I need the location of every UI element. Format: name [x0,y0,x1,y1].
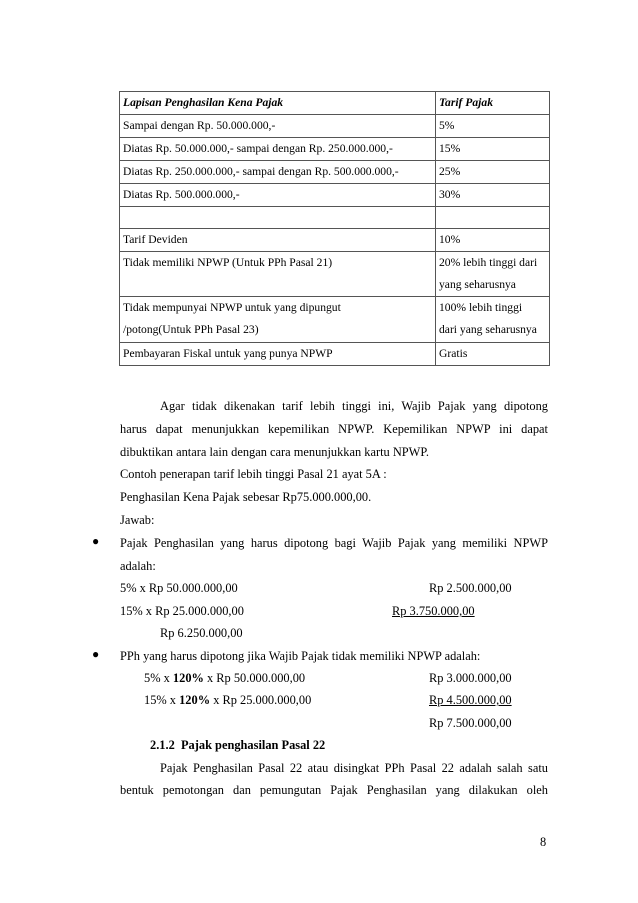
layer-cell [120,297,436,343]
rate-cell: 30% [436,184,550,207]
page-number: 8 [540,835,547,849]
rate-line: dari yang seharusnya [439,323,537,336]
rate-line: 20% lebih tinggi dari [439,256,538,269]
answer-label: Jawab: [120,513,155,527]
table-row [120,252,550,297]
tax-rate-table [119,91,550,366]
section-title: Pajak penghasilan Pasal 22 [180,738,326,752]
rate-cell [436,297,550,343]
table-row [120,297,550,343]
rate-line: yang seharusnya [439,278,516,291]
calc-expression: 15% x 120% x Rp 25.000.000,00 [144,693,312,707]
rate-cell: 5% [436,115,550,138]
table-row [120,229,550,252]
layer-line: /potong(Untuk PPh Pasal 23) [123,323,259,336]
layer-cell: Pembayaran Fiskal untuk yang punya NPWP [120,343,436,366]
layer-cell: Diatas Rp. 500.000.000,- [120,184,436,207]
layer-cell [120,252,436,297]
bullet-icon: ● [92,647,100,661]
calc-result: Rp 2.500.000,00 [429,581,512,595]
calc-expression: 5% x 120% x Rp 50.000.000,00 [144,671,306,685]
rate-cell [436,207,550,229]
rate-cell: 25% [436,161,550,184]
calc-total: Rp 7.500.000,00 [429,716,512,730]
paragraph-line: bentuk pemotongan dan pemungutan Pajak Penghasilan yang dilakukan oleh [120,783,548,797]
paragraph-line: harus dapat menunjukkan kepemilikan NPWP. Kepemilikan NPWP ini dapat [120,422,548,436]
bullet-text: PPh yang harus dipotong jika Wajib Pajak tidak memiliki NPWP adalah: [120,649,481,663]
layer-line: Tidak memiliki NPWP (Untuk PPh Pasal 21) [123,256,333,269]
rate-cell: Gratis [436,343,550,366]
paragraph-line: Agar tidak dikenakan tarif lebih tinggi ini, Wajib Pajak yang dipotong [160,399,548,413]
table-row [120,184,550,207]
rate-cell [436,252,550,297]
calc-result: Rp 4.500.000,00 [429,693,512,707]
layer-cell: Sampai dengan Rp. 50.000.000,- [120,115,436,138]
calc-result: Rp 3.750.000,00 [392,604,475,618]
header-rate: Tarif Pajak [436,92,550,115]
paragraph-line: Pajak Penghasilan Pasal 22 atau disingkat PPh Pasal 22 adalah salah satu [160,761,548,775]
header-layer: Lapisan Penghasilan Kena Pajak [120,92,436,115]
section-heading [150,737,325,754]
layer-cell [120,207,436,229]
income-line: Penghasilan Kena Pajak sebesar Rp75.000.000,00. [120,490,372,504]
calc-expression: 15% x Rp 25.000.000,00 [120,604,244,618]
layer-line: Tidak mempunyai NPWP untuk yang dipungut [123,301,341,314]
layer-cell: Tarif Deviden [120,229,436,252]
section-number: 2.1.2 [150,738,175,752]
rate-line: 100% lebih tinggi [439,301,523,314]
layer-cell: Diatas Rp. 250.000.000,- sampai dengan Rp. 500.000.000,- [120,161,436,184]
table-row-empty [120,207,550,229]
table-row [120,138,550,161]
bullet-icon: ● [92,534,100,548]
table-header-row [120,92,550,115]
table-row [120,343,550,366]
calc-total: Rp 6.250.000,00 [160,626,243,640]
rate-cell: 15% [436,138,550,161]
bullet-text-line: Pajak Penghasilan yang harus dipotong bagi Wajib Pajak yang memiliki NPWP [120,536,548,550]
layer-cell: Diatas Rp. 50.000.000,- sampai dengan Rp. 250.000.000,- [120,138,436,161]
table-row [120,115,550,138]
calc-expression: 5% x Rp 50.000.000,00 [120,581,238,595]
bullet-text-line: adalah: [120,559,156,573]
calc-result: Rp 3.000.000,00 [429,671,512,685]
table-row [120,161,550,184]
rate-cell: 10% [436,229,550,252]
example-title: Contoh penerapan tarif lebih tinggi Pasal 21 ayat 5A : [120,467,387,481]
paragraph-line: dibuktikan antara lain dengan cara menunjukkan kartu NPWP. [120,445,429,459]
